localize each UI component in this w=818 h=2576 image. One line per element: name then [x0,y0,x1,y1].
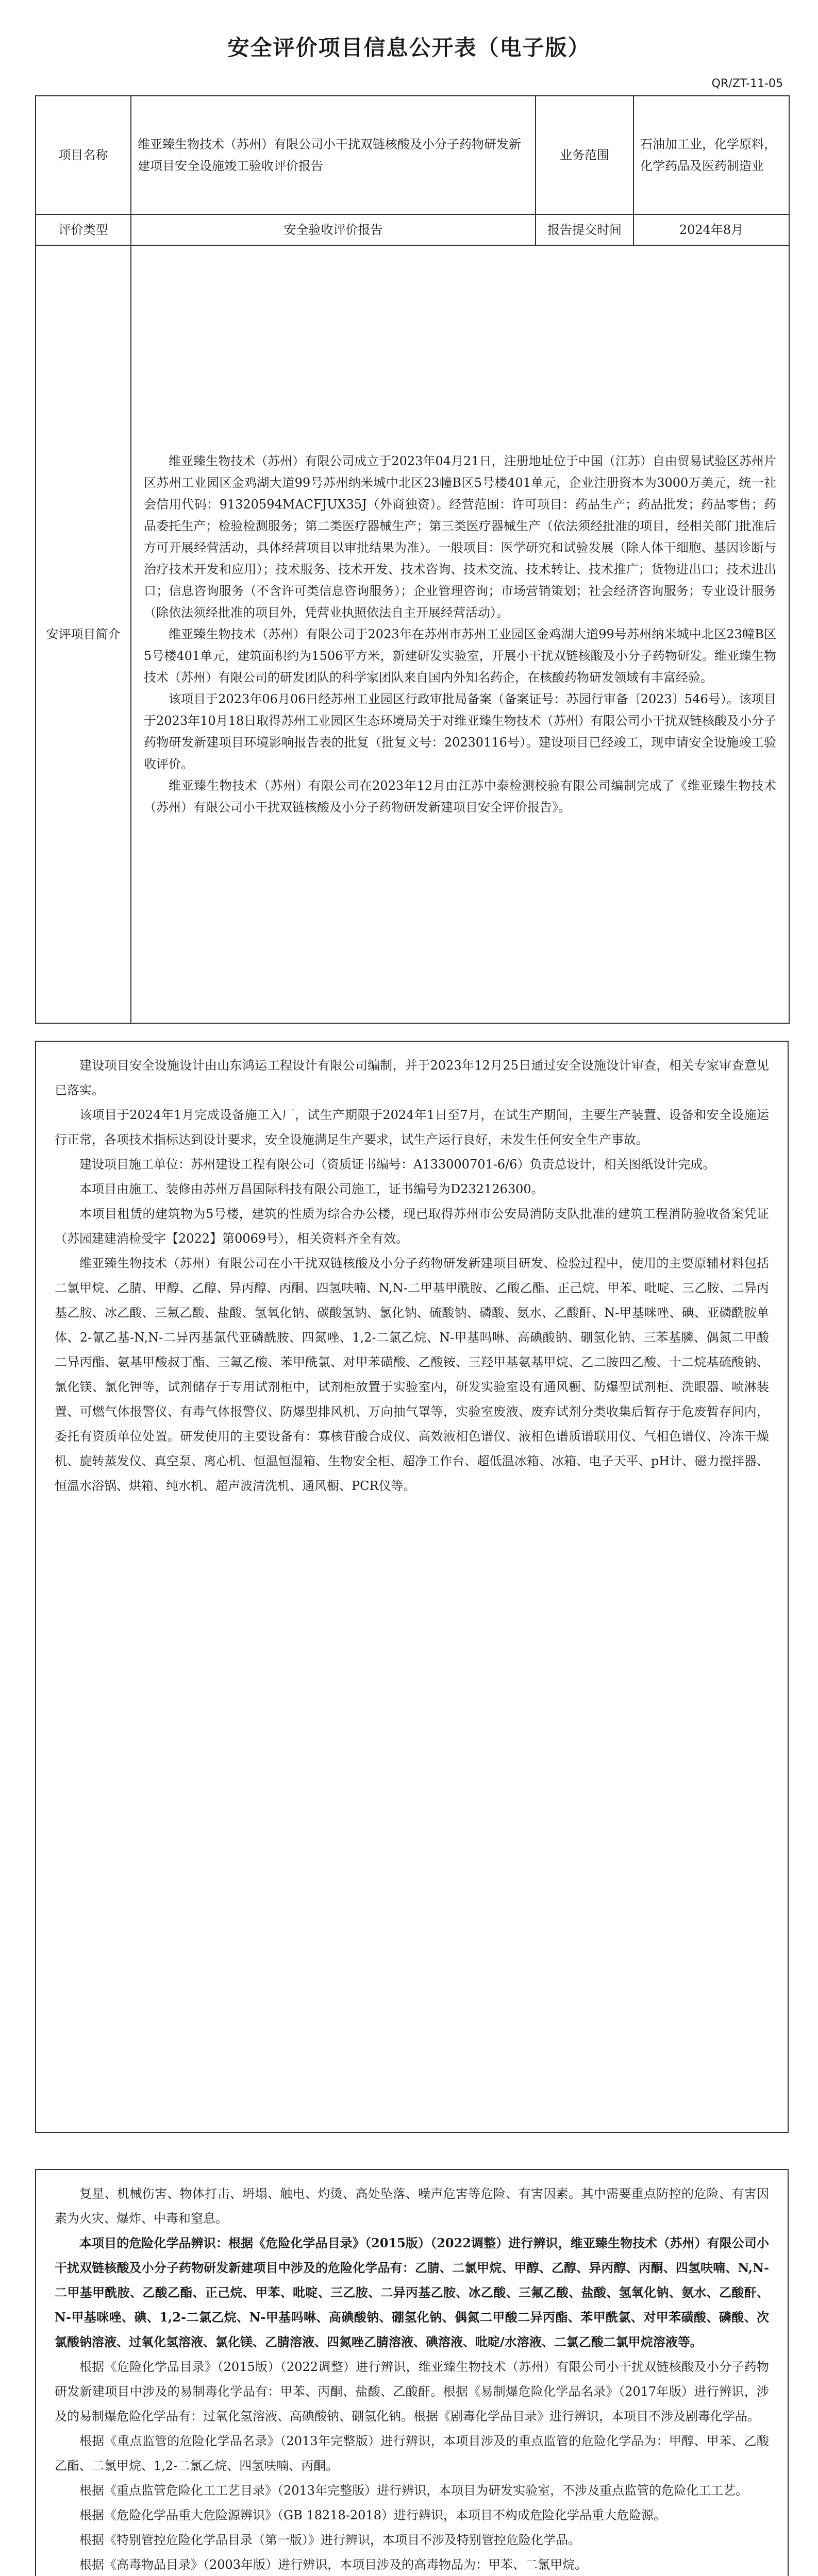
report-date-label: 报告提交时间 [536,214,633,245]
body-paragraph: 本项目由施工、装修由苏州万昌国际科技有限公司施工，证书编号为D232126300。 [79,1182,544,1196]
body-paragraph: 建设项目施工单位：苏州建设工程有限公司（资质证书编号：A133000701-6/6）负责总设计，相关图纸设计完成。 [79,1157,715,1172]
body-paragraph: 本项目租赁的建筑物为5号楼，建筑的性质为综合办公楼，现已取得苏州市公安局消防支队批准的建筑工程消防验收备案凭证（苏园建建消检受字【2022】第0069号），相关资料齐全有效。 [55,1207,769,1246]
description-page-1 [35,1041,789,2133]
eval-type-label: 评价类型 [36,214,131,245]
eval-type-value: 安全验收评价报告 [131,214,536,245]
overview-label: 安评项目简介 [36,245,131,1023]
overview-paragraph: 维亚臻生物技术（苏州）有限公司在2023年12月由江苏中泰检测校验有限公司编制完成了《维亚臻生物技术（苏州）有限公司小干扰双链核酸及小分子药物研发新建项目安全评价报告》。 [144,778,776,815]
overview-paragraph: 维亚臻生物技术（苏州）有限公司于2023年在苏州市苏州工业园区金鸡湖大道99号苏州纳米城中北区23幢B区5号楼401单元，建筑面积约为1506平方米，新建研发实验室，开展小干扰双链核酸及小分子药物研发。维亚臻生物技术（苏州）有限公司的研发团队的科学家团队来自国内外知名药企，在核酸药物研发领域有丰富经验。 [144,627,776,685]
body-paragraph: 该项目于2024年1月完成设备施工入厂，试生产期限于2024年1日至7月，在试生产期间，主要生产装置、设备和安全设施运行正常，各项技术指标达到设计要求，安全设施满足生产要求，试生产运行良好，未发生任何安全生产事故。 [55,1108,769,1147]
document-code: QR/ZT-11-05 [711,77,783,90]
body-paragraph: 维亚臻生物技术（苏州）有限公司在小干扰双链核酸及小分子药物研发新建项目研发、检验过程中，使用的主要原辅材料包括二氯甲烷、乙腈、甲醇、乙醇、异丙醇、丙酮、四氢呋喃、N,N-二甲基甲酰胺、乙酸乙酯、正己烷、甲苯、吡啶、三乙胺、二异丙基乙胺、冰乙酸、三氟乙酸、盐酸、氢氧化钠、碳酸氢钠、氯化钠、硫酸钠、磷酸、氨水、乙酸酐、N-甲基咪唑、碘、亚磷酰胺单体、2-氰乙基-N,N-二异丙基氯代亚磷酰胺、四氮唑、1,2-二氯乙烷、N-甲基吗啉、高碘酸钠、硼氢化钠、三苯基膦、偶氮二甲酸二异丙酯、氨基甲酸叔丁酯、三氟乙酸、苯甲酰氯、对甲苯磺酸、乙酸铵、三羟甲基氨基甲烷、乙二胺四乙酸、十二烷基硫酸钠、氯化镁、氯化钾等，试剂储存于专用试剂柜中，试剂柜放置于实验室内，研发实验室设有通风橱、防爆型试剂柜、洗眼器、喷淋装置、可燃气体报警仪、有毒气体报警仪、防爆型排风机、万向抽气罩等，实验室废液、废弃试剂分类收集后暂存于危废暂存间内，委托有资质单位处置。研发使用的主要设备有：寡核苷酸合成仪、高效液相色谱仪、液相色谱质谱联用仪、气相色谱仪、冷冻干燥机、旋转蒸发仪、真空泵、离心机、恒温恒湿箱、生物安全柜、超净工作台、超低温冰箱、冰箱、电子天平、pH计、磁力搅拌器、恒温水浴锅、烘箱、纯水机、超声波清洗机、通风橱、PCR仪等。 [55,1256,769,1493]
body-paragraph: 本项目的危险化学品辨识：根据《危险化学品目录》（2015版）（2022调整）进行辨识，维亚臻生物技术（苏州）有限公司小干扰双链核酸及小分子药物研发新建项目中涉及的危险化学品有：乙腈、二氯甲烷、甲醇、乙醇、异丙醇、丙酮、四氢呋喃、N,N-二甲基甲酰胺、乙酸乙酯、正己烷、甲苯、吡啶、三乙胺、二异丙基乙胺、冰乙酸、三氟乙酸、盐酸、氢氧化钠、氨水、乙酸酐、N-甲基咪唑、碘、1,2-二氯乙烷、N-甲基吗啉、高碘酸钠、硼氢化钠、偶氮二甲酸二异丙酯、苯甲酰氯、对甲苯磺酸、磷酸、次氯酸钠溶液、过氧化氢溶液、氯化镁、乙腈溶液、四氮唑乙腈溶液、碘溶液、吡啶/水溶液、二氯乙酸二氯甲烷溶液等。 [55,2235,769,2349]
body-paragraph: 复星、机械伤害、物体打击、坍塌、触电、灼烫、高处坠落、噪声危害等危险、有害因素。其中需要重点防控的危险、有害因素为火灾、爆炸、中毒和窒息。 [55,2187,769,2226]
overview-text [131,245,789,1023]
project-name-value: 维亚臻生物技术（苏州）有限公司小干扰双链核酸及小分子药物研发新建项目安全设施竣工验收评价报告 [131,96,536,214]
body-paragraph: 根据《重点监管的危险化学品名录》（2013年完整版）进行辨识，本项目涉及的重点监管的危险化学品为：甲醇、甲苯、乙酸乙酯、二氯甲烷、1,2-二氯乙烷、四氢呋喃、丙酮。 [55,2434,769,2473]
overview-paragraph: 维亚臻生物技术（苏州）有限公司成立于2023年04月21日，注册地址位于中国（江苏）自由贸易试验区苏州片区苏州工业园区金鸡湖大道99号苏州纳米城中北区23幢B区5号楼401单元，企业注册资本为3000万美元，统一社会信用代码：91320594MACFJUX35J（外商独资）。经营范围：许可项目：药品生产；药品批发；药品零售；药品委托生产；检验检测服务；第二类医疗器械生产；第三类医疗器械生产（依法须经批准的项目，经相关部门批准后方可开展经营活动，具体经营项目以审批结果为准）。一般项目：医学研究和试验发展（除人体干细胞、基因诊断与治疗技术开发和应用）；技术服务、技术开发、技术咨询、技术交流、技术转让、技术推广；货物进出口；技术进出口；信息咨询服务（不含许可类信息咨询服务）；企业管理咨询；市场营销策划；社会经济咨询服务；专业设计服务（除依法须经批准的项目外，凭营业执照依法自主开展经营活动）。 [144,454,776,620]
body-paragraph: 根据《特别管控危险化学品目录（第一版）》进行辨识，本项目不涉及特别管控危险化学品。 [79,2533,580,2547]
business-scope-label: 业务范围 [536,96,633,214]
body-paragraph: 根据《危险化学品目录》（2015版）（2022调整）进行辨识，维亚臻生物技术（苏州）有限公司小干扰双链核酸及小分子药物研发新建项目中涉及的易制毒化学品有：甲苯、丙酮、盐酸、乙酸酐。根据《易制爆危险化学品名录》（2017年版）进行辨识，涉及的易制爆危险化学品有：过氧化氢溶液、高碘酸钠、硼氢化钠。根据《剧毒化学品目录》进行辨识，本项目不涉及剧毒化学品。 [55,2360,769,2424]
project-info-table [35,95,790,1024]
body-paragraph: 根据《高毒物品目录》（2003年版）进行辨识，本项目涉及的高毒物品为：甲苯、二氯甲烷。 [79,2557,588,2572]
project-name-label: 项目名称 [36,96,131,214]
document-title: 安全评价项目信息公开表（电子版） [227,35,591,60]
body-paragraph: 建设项目安全设施设计由山东鸿运工程设计有限公司编制，并于2023年12月25日通过安全设施设计审查，相关专家审查意见已落实。 [55,1058,769,1097]
business-scope-value: 石油加工业，化学原料，化学药品及医药制造业 [633,96,789,214]
overview-paragraph: 该项目于2023年06月06日经苏州工业园区行政审批局备案（备案证号：苏园行审备〔2023〕546号）。该项目于2023年10月18日取得苏州工业园区生态环境局关于对维亚臻生物技术（苏州）有限公司小干扰双链核酸及小分子药物研发新建项目环境影响报告表的批复（批复文号：20230116号）。建设项目已经竣工，现申请安全设施竣工验收评价。 [144,692,776,771]
body-paragraph: 根据《重点监管危险化工工艺目录》（2013年完整版）进行辨识，本项目为研发实验室，不涉及重点监管的危险化工工艺。 [79,2483,748,2498]
report-date-value: 2024年8月 [633,214,789,245]
body-paragraph: 根据《危险化学品重大危险源辨识》（GB 18218-2018）进行辨识，本项目不构成危险化学品重大危险源。 [79,2508,666,2522]
description-page-2 [35,2169,789,2576]
